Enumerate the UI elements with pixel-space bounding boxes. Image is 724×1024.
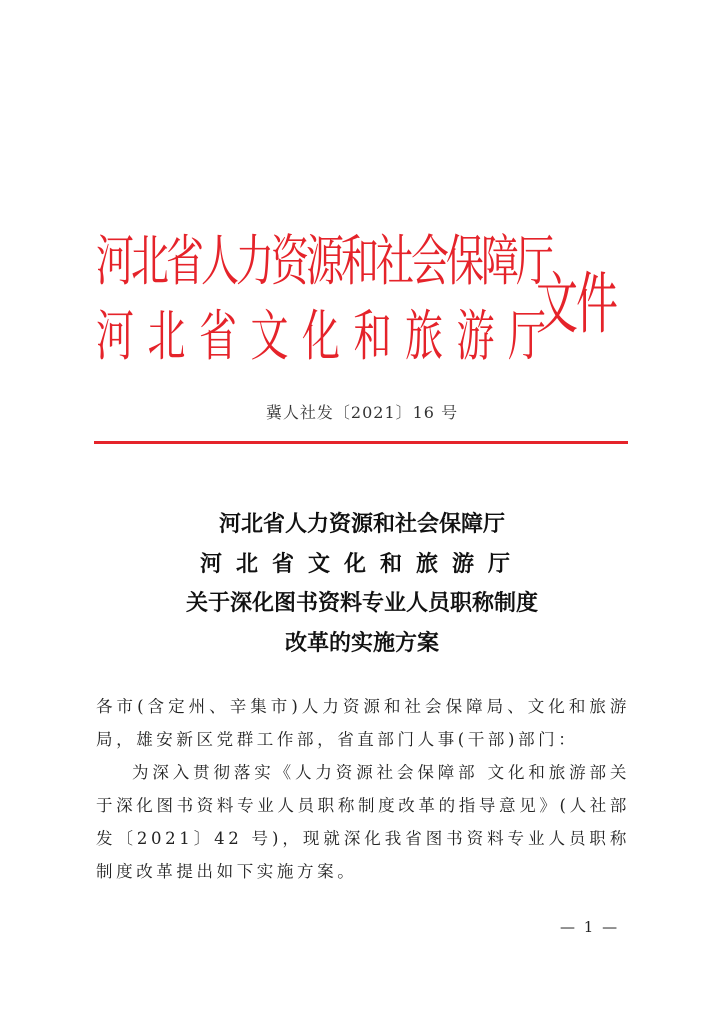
red-divider <box>94 441 628 444</box>
document-number: 冀人社发〔2021〕16 号 <box>265 403 459 422</box>
document-body <box>96 690 630 888</box>
masthead-issuer-2: 河北省文化和旅游厅 <box>96 304 560 368</box>
masthead-issuer-1: 河北省人力资源和社会保障厅 <box>96 229 552 293</box>
title-line-4: 改革的实施方案 <box>284 629 439 656</box>
body-paragraph: 为深入贯彻落实《人力资源社会保障部 文化和旅游部关于深化图书资料专业人员职称制度改革的指导意见》(人社部发〔2021〕42 号)，现就深化我省图书资料专业人员职称制度改革提出如下实施方案。 <box>96 763 630 881</box>
addressee: 各市(含定州、辛集市)人力资源和社会保障局、文化和旅游局，雄安新区党群工作部，省直部门人事(干部)部门： <box>96 697 630 749</box>
title-line-2: 河北省文化和旅游厅 <box>199 550 524 577</box>
title-line-3: 关于深化图书资料专业人员职称制度 <box>185 590 538 616</box>
page-number: — 1 — <box>560 918 620 936</box>
document-title <box>0 508 724 666</box>
masthead-doc-type: 文件 <box>536 264 617 344</box>
red-masthead <box>96 214 636 368</box>
title-line-1: 河北省人力资源和社会保障厅 <box>218 511 505 537</box>
